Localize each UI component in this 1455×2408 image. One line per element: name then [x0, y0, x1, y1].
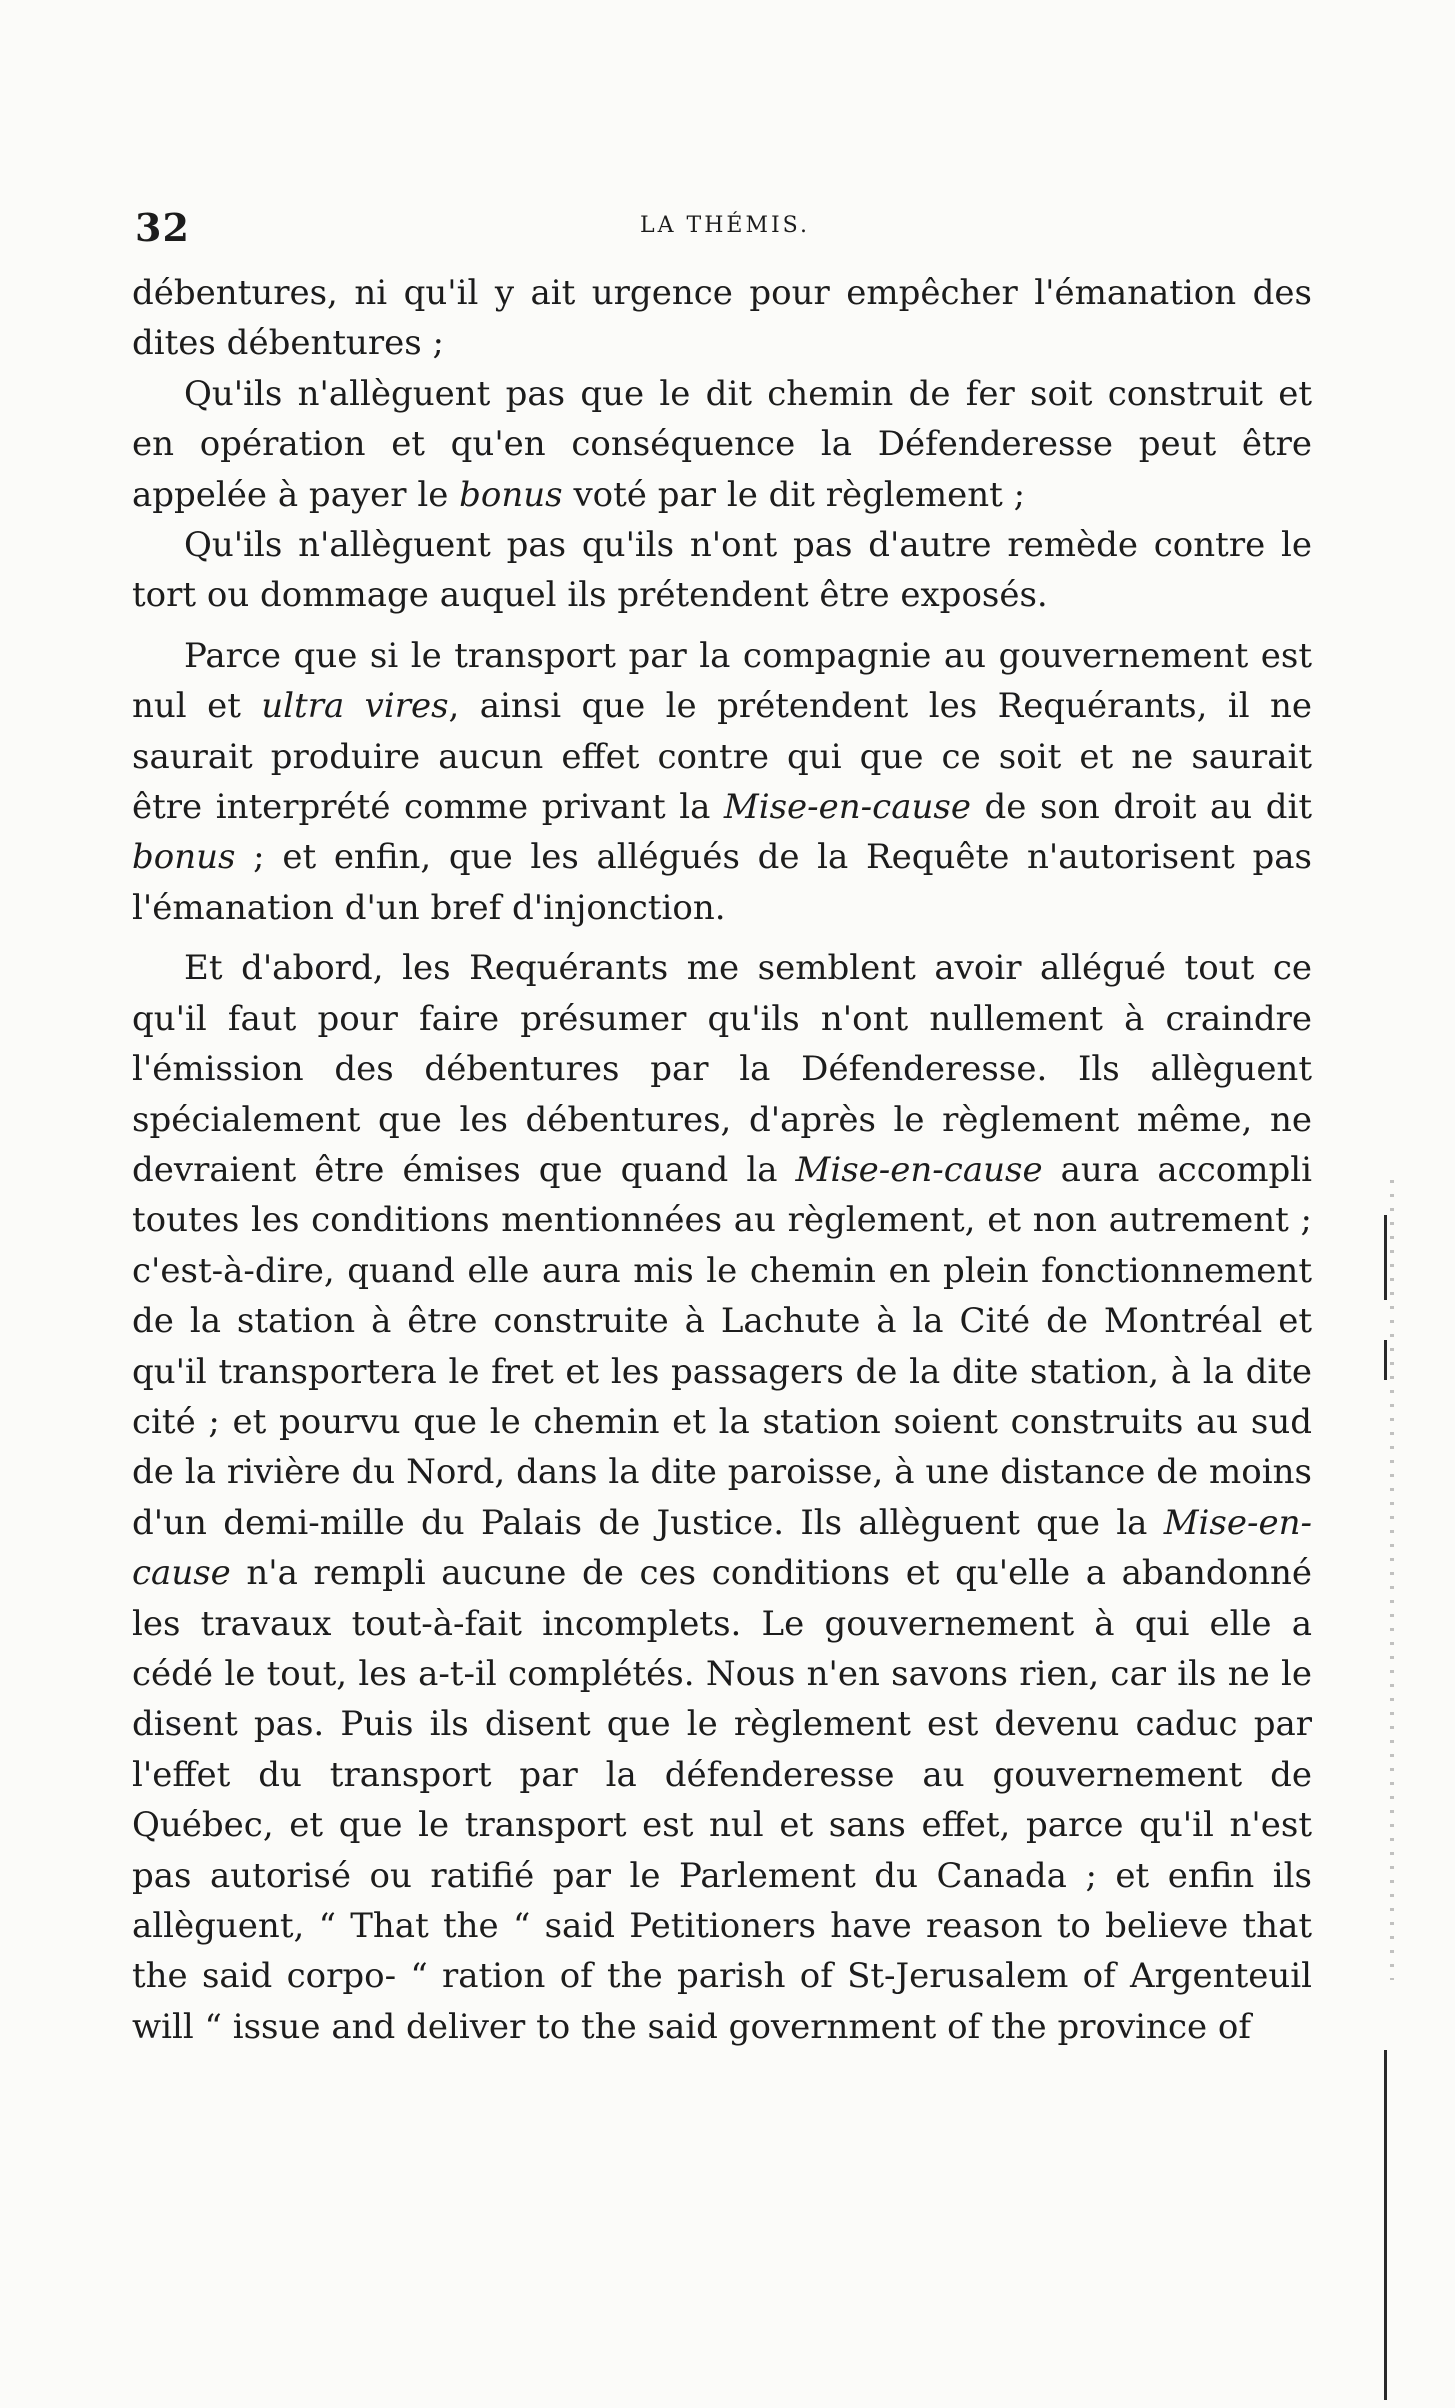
paragraph [132, 520, 1312, 621]
page-edge-rule [1384, 2050, 1387, 2400]
text-run: Qu'ils n'allèguent pas qu'ils n'ont pas d'autre remède contre le tort ou dommage auquel ils prétendent être exposés. [132, 525, 1312, 616]
text-run: de son droit au dit [970, 787, 1312, 828]
page-edge-rule [1384, 1215, 1387, 1300]
text-run: Parce que si le transport par la compagnie au gouvernement est nul et [132, 635, 1312, 727]
running-title: LA THÉMIS. [640, 213, 810, 238]
text-run: Qu'ils n'allèguent pas que le dit chemin de fer soit construit et en opération et qu'en conséquence la Défenderesse peut être appelée à payer le [132, 373, 1312, 515]
page-edge-rule [1384, 1340, 1387, 1380]
italic-term: ultra vires [261, 686, 449, 727]
italic-term: bonus [132, 837, 236, 878]
text-run: n'a rempli aucune de ces conditions et qu'elle a abandonné les travaux tout-à-fait incomplets. Le gouvernement à qui elle a cédé le tout, les a-t-il complétés. Nous n'en savons rien, car ils ne le disent pas. Puis ils disent que le règlement est devenu caduc par l'effet du transport par la défenderesse au gouvernement de Québec, et que le transport est nul et sans effet, parce qu'il n'est pas autorisé ou ratifié par le Parlement du Canada ; et enfin ils allèguent, “ That the “ said Petitioners have reason to believe that the said corpo- “ ration of the parish of St-Jerusalem of Argenteuil will “ issue and deliver to the said government of the province of [132, 1553, 1312, 2047]
page-number: 32 [135, 205, 190, 250]
text-run: aura accompli toutes les conditions mentionnées au règlement, et non autrement ; c'est-à-dire, quand elle aura mis le chemin en plein fonctionnement de la station à être construite à Lachute à la Cité de Montréal et qu'il transportera le fret et les passagers de la dite station, à la dite cité ; et pourvu que le chemin et la station soient construits au sud de la rivière du Nord, dans la dite paroisse, à une distance de moins d'un demi-mille du Palais de Justice. Ils allèguent que la [132, 1149, 1312, 1543]
paragraph [132, 369, 1312, 520]
text-run: Et d'abord, les Requérants me semblent avoir allégué tout ce qu'il faut pour faire présumer qu'ils n'ont nullement à craindre l'émission des débentures par la Défenderesse. Ils allèguent spécialement que les débentures, d'après le règlement même, ne devraient être émises que quand la [132, 948, 1312, 1190]
italic-term: Mise-en-cause [795, 1149, 1043, 1190]
italic-term: Mise-en-cause [132, 1502, 1312, 1594]
page-header [135, 205, 1315, 255]
text-run: voté par le dit règlement ; [562, 474, 1026, 515]
body-text [132, 268, 1312, 2052]
page-edge-marks [1390, 1180, 1394, 1980]
paragraph [132, 631, 1312, 933]
paragraph [132, 943, 1312, 2052]
text-run: ; et enfin, que les allégués de la Requête n'autorisent pas l'émanation d'un bref d'injonction. [132, 837, 1312, 928]
text-run: , ainsi que le prétendent les Requérants, il ne saurait produire aucun effet contre qui que ce soit et ne saurait être interprété comme privant la [132, 686, 1313, 828]
paragraph [132, 268, 1312, 369]
italic-term: bonus [459, 474, 563, 515]
italic-term: Mise-en-cause [723, 787, 971, 828]
text-run: débentures, ni qu'il y ait urgence pour empêcher l'émanation des dites débentures ; [132, 273, 1312, 364]
